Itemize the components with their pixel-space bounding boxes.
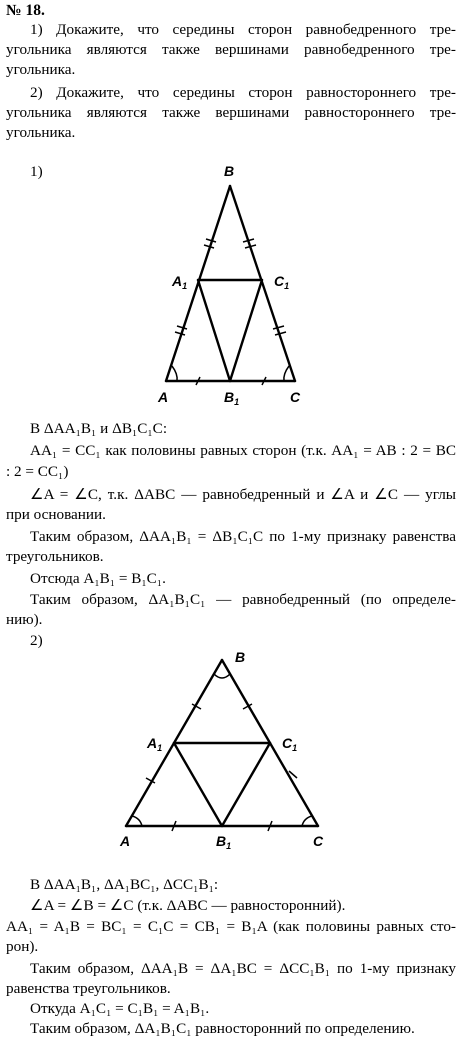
solution-line: Таким образом, ΔAA₁B = ΔA₁BC = ΔCC₁B₁ по 1-му признаку [30, 960, 456, 977]
label-c: C [290, 389, 301, 405]
label-b: B [224, 163, 235, 179]
label-b1: $B_1$ [216, 833, 232, 851]
label-c: C [313, 833, 324, 849]
solution-line: : 2 = CC₁) [6, 463, 69, 480]
problem-line: угольника. [6, 61, 76, 78]
solution-line: Таким образом, ΔA₁B₁C₁ — равнобедренный (по определе- [30, 591, 456, 608]
problem-line: угольника являются также вершинами равностороннего тре- [6, 104, 456, 121]
solution-line: треугольников. [6, 548, 104, 565]
label-b1: $B_1$ [224, 389, 240, 407]
problem-line: угольника. [6, 124, 76, 141]
problem-line: угольника являются также вершинами равнобедренного тре- [6, 41, 456, 58]
midline-a1b1 [198, 280, 230, 381]
solution-line: равенства треугольников. [6, 980, 171, 997]
solution-line: при основании. [6, 506, 106, 523]
solution-line: Таким образом, ΔAA₁B₁ = ΔB₁C₁C по 1-му признаку равенства [30, 528, 456, 545]
solution-line: В ΔAA₁B₁, ΔA₁BC₁, ΔCC₁B₁: [30, 876, 219, 893]
solution-line: ∠A = ∠C, т.к. ΔABC — равнобедренный и ∠A и ∠C — углы [30, 486, 456, 503]
label-a1: $A_1$ [147, 735, 163, 753]
isosceles-triangle-figure [150, 156, 320, 408]
equilateral-triangle-figure [110, 646, 340, 856]
solution-line: нию). [6, 611, 43, 628]
label-b: B [235, 649, 246, 665]
midline-c1b1 [222, 743, 270, 826]
midline-c1b1 [230, 280, 262, 381]
solution-line: рон). [6, 938, 39, 955]
problem-line: 1) Докажите, что середины сторон равнобедренного тре- [30, 21, 456, 38]
label-a: A [120, 833, 131, 849]
solution-line: Таким образом, ΔA₁B₁C₁ равносторонний по определению. [30, 1020, 415, 1037]
part1-number: 1) [30, 163, 43, 180]
solution-line: AA₁ = A₁B = BC₁ = C₁C = CB₁ = B₁A (как половины равных сто- [6, 918, 456, 935]
midline-a1b1 [174, 743, 222, 826]
solution-line: Отсюда A₁B₁ = B₁C₁. [30, 570, 166, 587]
solution-line: Откуда A₁C₁ = C₁B₁ = A₁B₁. [30, 1000, 210, 1017]
problem-title: № 18. [6, 2, 45, 19]
solution-line: ∠A = ∠B = ∠C (т.к. ΔABC — равносторонний). [30, 897, 346, 914]
label-c1: $C_1$ [282, 735, 298, 753]
label-c1: $C_1$ [274, 273, 290, 291]
part2-number: 2) [30, 632, 43, 649]
solution-line: В ΔAA₁B₁ и ΔB₁C₁C: [30, 420, 168, 437]
label-a1: $A_1$ [172, 273, 188, 291]
solution-line: AA₁ = CC₁ как половины равных сторон (т.к. AA₁ = AB : 2 = BC [30, 442, 456, 459]
label-a: A [158, 389, 169, 405]
problem-line: 2) Докажите, что середины сторон равностороннего тре- [30, 84, 456, 101]
